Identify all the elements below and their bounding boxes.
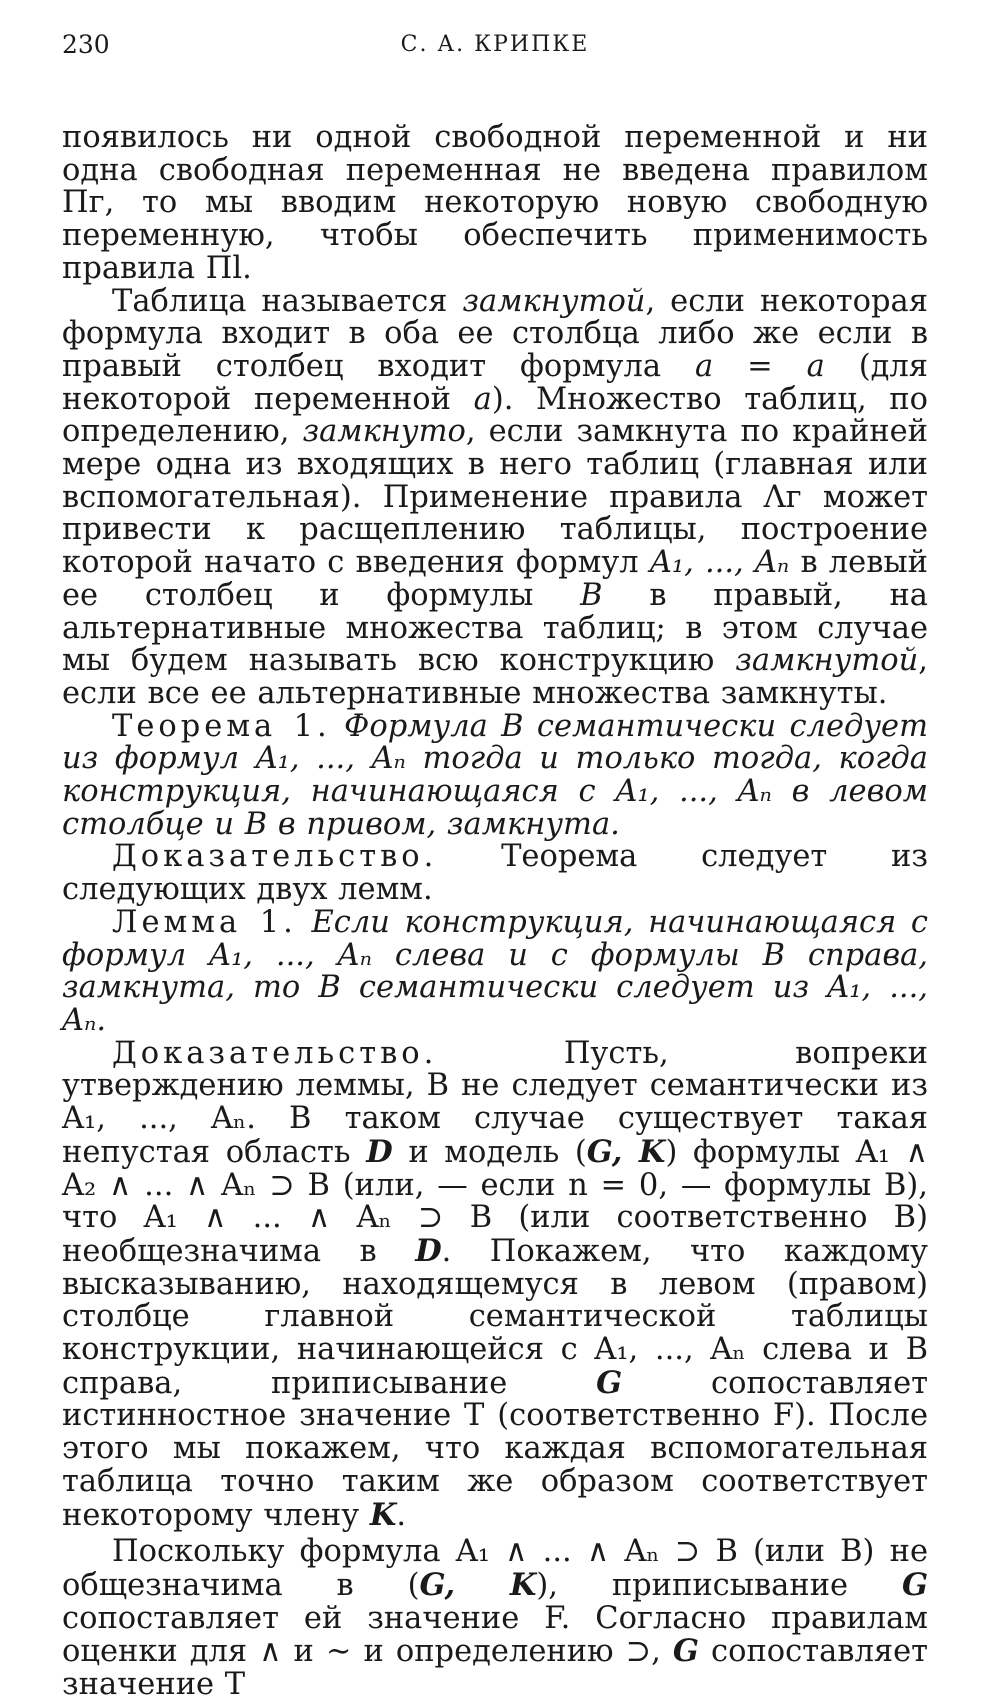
- lemma-statement: Если конструкция, начинающаяся с формул A₁, ..., Aₙ слева и с формулы B справа, замкнута, то B семантически следует из A₁, ..., Aₙ.: [62, 904, 928, 1038]
- paragraph-final: Поскольку формула A₁ ∧ ... ∧ Aₙ ⊃ B (или B) не общезначима в (G, K), приписывание G сопоставляет ей значение F. Согласно правилам оценки для ∧ и ∼ и определению ⊃, G сопоставляет значение T: [62, 1534, 929, 1702]
- proof-label: Доказательство.: [112, 839, 438, 875]
- theorem-label: Теорема 1.: [112, 708, 331, 744]
- proof-label: Доказательство.: [112, 1035, 438, 1071]
- page-number: 230: [62, 30, 110, 59]
- lemma-1: [62, 904, 928, 1038]
- theorem-statement: Формула B семантически следует из формул A₁, ..., Aₙ тогда и только тогда, когда конструкция, начинающаяся с A₁, ..., Aₙ в левом столбце и B в привом, замкнута.: [62, 708, 928, 842]
- theorem-1: [62, 708, 928, 842]
- proof-lemma-1: Доказательство. Пусть, вопреки утверждению леммы, B не следует семантически из A₁, ..., Aₙ. В таком случае существует такая непустая область D и модель (G, K) формулы A₁ ∧ A₂ ∧ ... ∧ Aₙ ⊃ B (или, — если n = 0, — формулы B), что A₁ ∧ ... ∧ Aₙ ⊃ B (или соответственно B) необщезначима в D. Покажем, что каждому высказыванию, находящемуся в левом (правом) столбце главной семантической таблицы конструкции, начинающейся с A₁, ..., Aₙ слева и B справа, приписывание G сопоставляет истинностное значение T (соответственно F). После этого мы покажем, что каждая вспомогательная таблица точно таким же образом соответствует некоторому члену K.: [62, 1035, 929, 1533]
- paragraph-closed-table-definition: Таблица называется замкнутой, если некоторая формула входит в оба ее столбца либо же если в правый столбец входит формула a = a (для некоторой переменной a). Множество таблиц, по определению, замкнуто, если замкнута по крайней мере одна из входящих в него таблиц (главная или вспомогательная). Применение правила Λг может привести к расщеплению таблицы, построение которой начато с введения формул A₁, ..., Aₙ в левый ее столбец и формулы B в правый, на альтернативные множества таблиц; в этом случае мы будем называть всю конструкцию замкнутой, если все ее альтернативные множества замкнуты.: [62, 283, 929, 711]
- lemma-label: Лемма 1.: [112, 904, 297, 940]
- page-body: [62, 122, 928, 1702]
- paragraph-continuation: появилось ни одной свободной переменной и ни одна свободная переменная не введена правилом Пг, то мы вводим некоторую новую свободную переменную, чтобы обеспечить применимость правила Пl.: [62, 120, 928, 286]
- book-page: [62, 30, 928, 1702]
- proof-theorem-1: Доказательство. Теорема следует из следующих двух лемм.: [62, 839, 928, 908]
- page-header: [62, 30, 928, 74]
- running-title: С. А. КРИПКЕ: [400, 32, 590, 57]
